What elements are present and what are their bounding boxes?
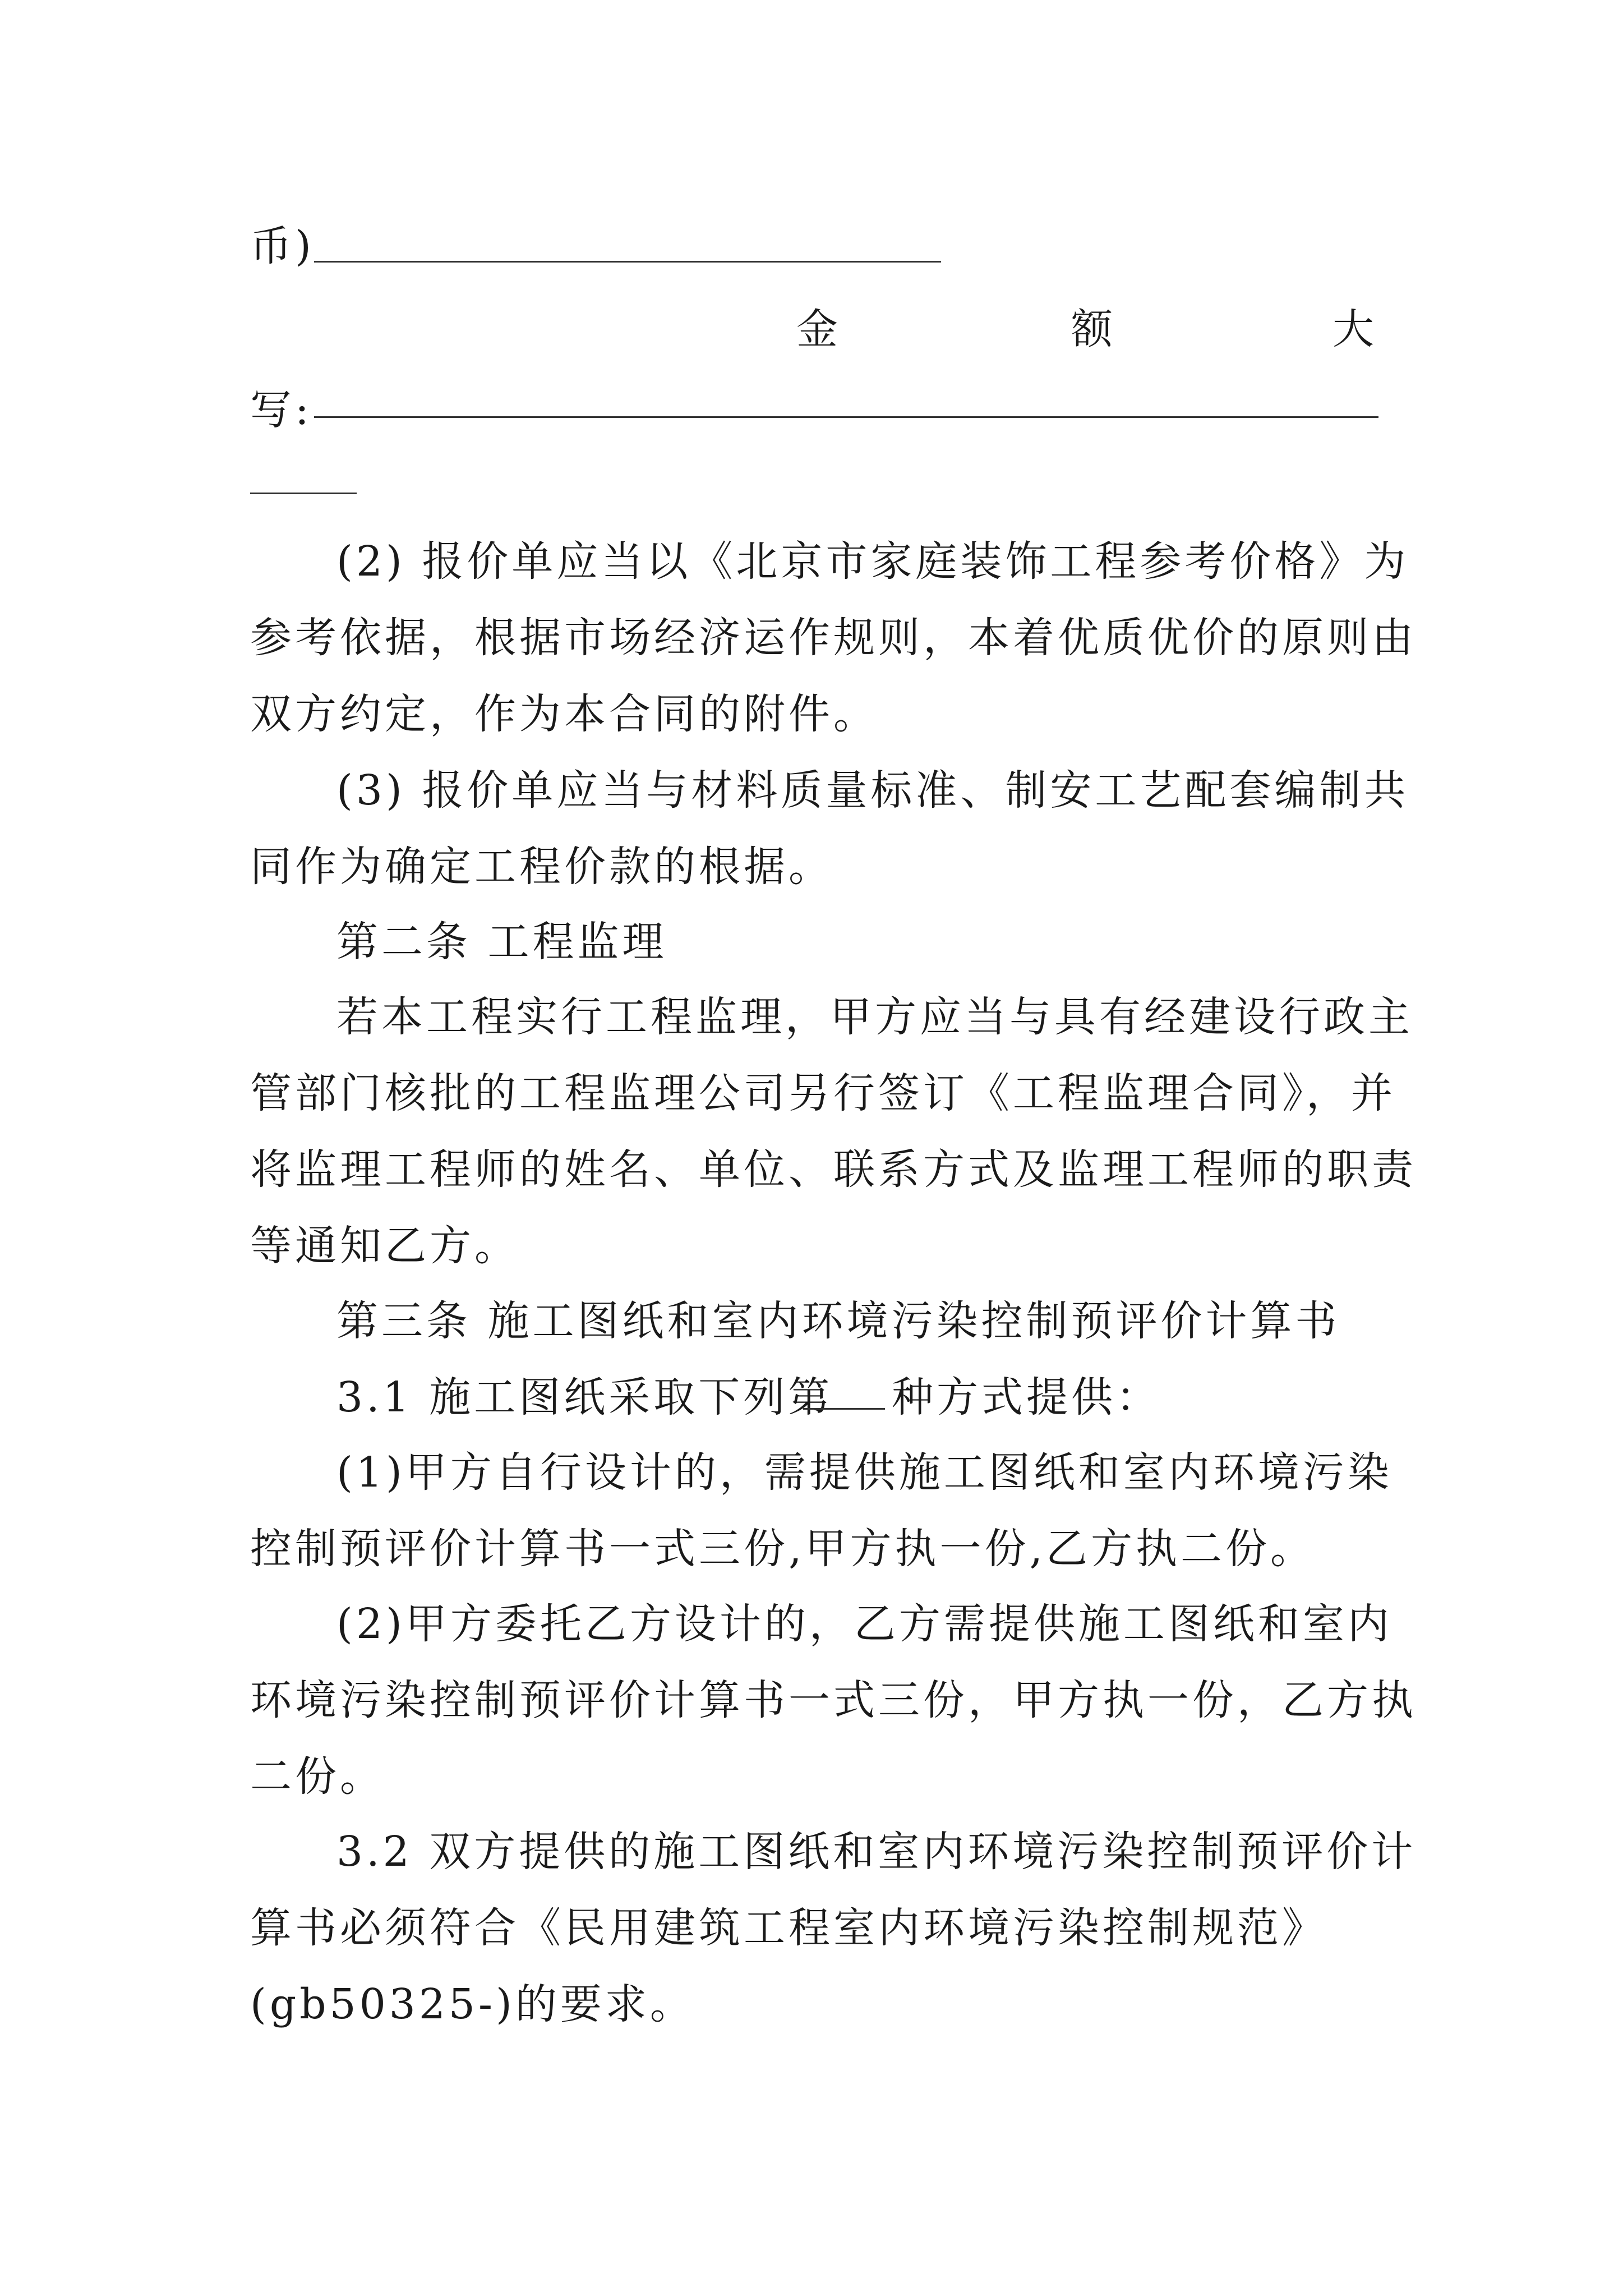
article-3-title: 第三条 施工图纸和室内环境污染控制预评价计算书 <box>336 1297 1340 1345</box>
amount-upper-blank-line-continued <box>250 493 357 494</box>
section-3-1-item-1-line-2: 控制预评价计算书一式三份,甲方执一份,乙方执二份。 <box>250 1525 1316 1573</box>
section-3-1-item-2-line-1: (2)甲方委托乙方设计的，乙方需提供施工图纸和室内 <box>336 1600 1393 1648</box>
section-3-1-part-a: 3.1 施工图纸采取下列第 <box>336 1373 833 1421</box>
amount-upper-char-1: 金 <box>796 305 841 353</box>
paragraph-2-line-2: 参考依据，根据市场经济运作规则，本着优质优价的原则由 <box>250 614 1417 662</box>
section-3-1-part-b: 种方式提供： <box>892 1373 1161 1421</box>
amount-upper-char-3: 大 <box>1332 305 1377 353</box>
article-2-line-2: 管部门核批的工程监理公司另行签订《工程监理合同》，并 <box>250 1069 1396 1117</box>
section-3-2-line-3: (gb50325-)的要求。 <box>250 1980 695 2028</box>
currency-blank-line <box>314 261 941 263</box>
currency-label: 币) <box>250 222 315 270</box>
article-2-title: 第二条 工程监理 <box>336 918 667 966</box>
paragraph-3-line-2: 同作为确定工程价款的根据。 <box>250 843 833 891</box>
section-3-1-item-2-line-3: 二份。 <box>250 1752 385 1801</box>
paragraph-2-line-1: (2) 报价单应当以《北京市家庭装饰工程参考价格》为 <box>336 537 1409 586</box>
section-3-2-line-2: 算书必须符合《民用建筑工程室内环境污染控制规范》 <box>250 1904 1327 1952</box>
article-2-line-1: 若本工程实行工程监理，甲方应当与具有经建设行政主 <box>336 993 1413 1041</box>
amount-upper-char-2: 额 <box>1071 305 1116 353</box>
paragraph-3-line-1: (3) 报价单应当与材料质量标准、制安工艺配套编制共 <box>336 766 1409 815</box>
section-3-1-item-1-line-1: (1)甲方自行设计的，需提供施工图纸和室内环境污染 <box>336 1448 1393 1497</box>
amount-upper-label-end: 写: <box>250 386 312 434</box>
section-3-1-blank-line <box>803 1408 885 1410</box>
section-3-1-item-2-line-2: 环境污染控制预评价计算书一式三份，甲方执一份，乙方执 <box>250 1676 1417 1724</box>
section-3-2-line-1: 3.2 双方提供的施工图纸和室内环境污染控制预评价计 <box>336 1828 1417 1876</box>
article-2-line-4: 等通知乙方。 <box>250 1222 519 1270</box>
amount-upper-blank-line <box>314 416 1378 418</box>
paragraph-2-line-3: 双方约定，作为本合同的附件。 <box>250 690 878 738</box>
article-2-line-3: 将监理工程师的姓名、单位、联系方式及监理工程师的职责 <box>250 1145 1417 1194</box>
